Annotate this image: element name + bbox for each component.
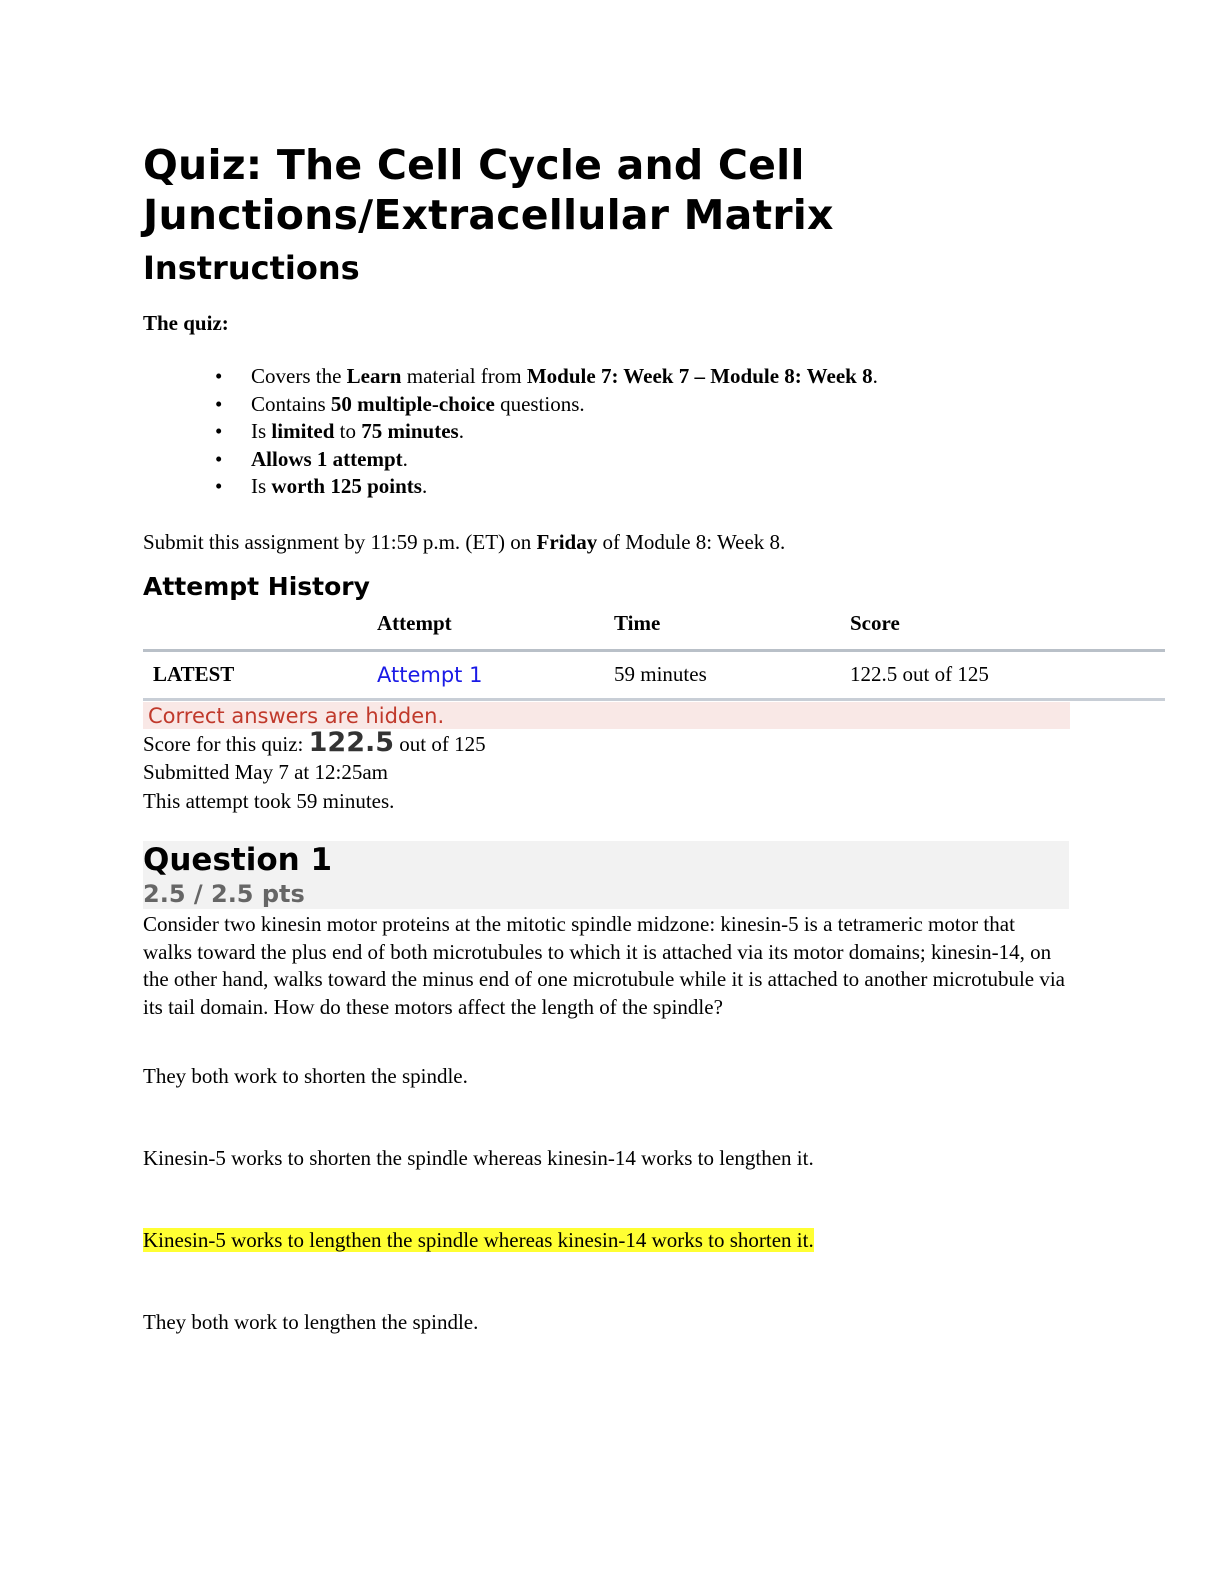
rule-text: Module 7: Week 7 – Module 8: Week 8 [526, 364, 873, 388]
rule-text: Contains [251, 391, 331, 416]
rule-text: . [421, 474, 428, 498]
column-header-attempt: Attempt [367, 611, 614, 651]
answer-text: Kinesin-5 works to lengthen the spindle whereas kinesin-14 works to shorten it. [143, 1228, 814, 1252]
bullet-icon: • [215, 419, 223, 443]
rule-text: questions. [494, 391, 585, 416]
score-suffix: out of 125 [394, 731, 486, 756]
rule-text: Allows 1 attempt [251, 446, 403, 471]
rule-text: Is [251, 419, 272, 443]
duration-line: This attempt took 59 minutes. [143, 788, 395, 813]
rule-text: limited [271, 419, 335, 443]
list-item [215, 446, 1173, 474]
table-header-row [143, 611, 1165, 651]
quiz-title-line-1: Quiz: The Cell Cycle and Cell [143, 141, 805, 189]
attempt-history-heading: Attempt History [143, 571, 370, 601]
document-page [143, 140, 1173, 1334]
rule-text: to [334, 419, 362, 443]
column-header-blank [143, 611, 367, 651]
question-text: Consider two kinesin motor proteins at the mitotic spindle midzone: kinesin-5 is a tetrameric motor that walks toward the plus end of both microtubules to which it is attached via its motor domains; kinesin-14, on the other hand, walks toward the minus end of one microtubule while it is attached to another microtubule via its tail domain. How do these motors affect the length of the spindle? [143, 912, 1066, 1019]
answers-hidden-banner: Correct answers are hidden. [143, 702, 1070, 729]
list-item [215, 391, 1173, 419]
score-summary [143, 726, 1173, 816]
answer-list [143, 1021, 1173, 1334]
answer-text: Kinesin-5 works to shorten the spindle whereas kinesin-14 works to lengthen it. [143, 1146, 814, 1170]
instructions-heading: Instructions [143, 249, 360, 287]
question-header [143, 841, 1069, 909]
attempt-history-table [143, 611, 1165, 701]
rule-text: worth 125 points [271, 474, 422, 498]
answer-option [143, 1145, 814, 1172]
rule-text: Learn [346, 364, 402, 388]
column-header-score: Score [850, 611, 1165, 651]
bullet-icon: • [215, 446, 223, 471]
bullet-icon: • [215, 391, 223, 416]
bullet-icon: • [215, 364, 223, 388]
latest-label: LATEST [143, 650, 367, 699]
rule-text: . [458, 419, 464, 443]
selected-answer [143, 1227, 814, 1254]
answer-option [143, 1309, 478, 1336]
attempt-1-link[interactable]: Attempt 1 [367, 650, 614, 699]
submit-suffix: of Module 8: Week 8. [597, 529, 786, 554]
attempt-time: 59 minutes [614, 650, 850, 699]
quiz-title [143, 140, 1173, 240]
rule-text: Is [251, 474, 272, 498]
the-quiz-label: The quiz: [143, 311, 229, 335]
rule-text: . [402, 446, 408, 471]
submit-day: Friday [536, 529, 598, 554]
rule-text: 75 minutes [361, 419, 459, 443]
score-line [143, 726, 1173, 759]
bullet-icon: • [215, 474, 223, 498]
submit-deadline [143, 529, 1173, 555]
submit-prefix: Submit this assignment by 11:59 p.m. (ET) on [143, 529, 537, 554]
answer-text: They both work to lengthen the spindle. [143, 1310, 479, 1334]
rule-text: material from [401, 364, 527, 388]
score-prefix: Score for this quiz: [143, 731, 309, 756]
list-item [215, 418, 1173, 446]
quiz-title-line-2: Junctions/Extracellular Matrix [143, 191, 834, 239]
question-title: Question 1 [143, 842, 333, 878]
list-item [215, 363, 1173, 391]
attempt-score: 122.5 out of 125 [850, 650, 1165, 699]
score-value: 122.5 [308, 726, 395, 758]
rule-text: 50 multiple-choice [330, 391, 495, 416]
question-points: 2.5 / 2.5 pts [143, 880, 305, 908]
rules-list [143, 363, 1173, 501]
table-row [143, 650, 1165, 699]
answer-text: They both work to shorten the spindle. [143, 1064, 468, 1088]
rule-text: Covers the [251, 364, 347, 388]
rule-text: . [872, 364, 878, 388]
column-header-time: Time [614, 611, 850, 651]
list-item [215, 473, 1173, 501]
submitted-line: Submitted May 7 at 12:25am [143, 760, 388, 784]
answer-option [143, 1063, 468, 1090]
